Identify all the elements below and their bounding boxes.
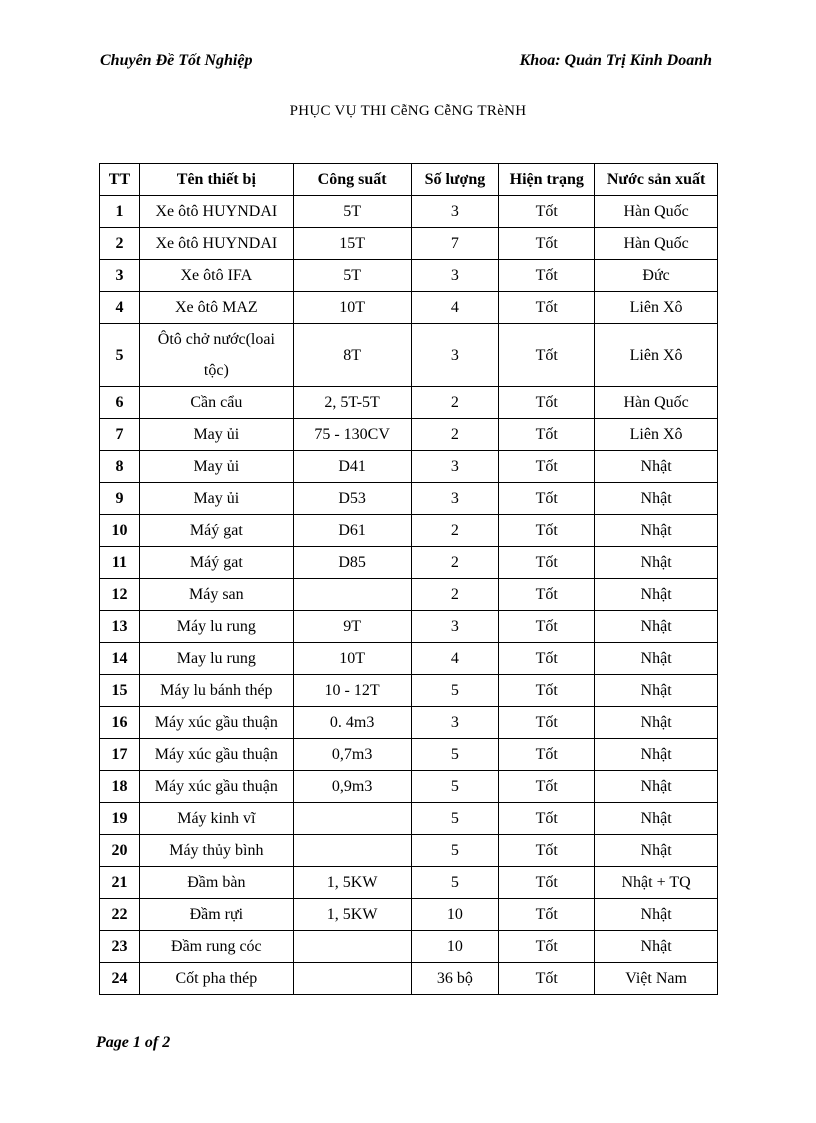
cell-quantity: 5	[411, 835, 499, 867]
cell-origin: Nhật	[595, 675, 718, 707]
cell-power	[293, 579, 411, 611]
cell-quantity: 3	[411, 451, 499, 483]
cell-origin: Liên Xô	[595, 419, 718, 451]
cell-quantity: 2	[411, 515, 499, 547]
cell-tt: 24	[100, 963, 140, 995]
table-row	[100, 228, 718, 260]
cell-status: Tốt	[499, 451, 595, 483]
column-header-tt: TT	[100, 164, 140, 196]
cell-quantity: 5	[411, 739, 499, 771]
table-row	[100, 739, 718, 771]
cell-name: Máy thủy bình	[139, 835, 293, 867]
cell-name: May ủi	[139, 419, 293, 451]
cell-quantity: 3	[411, 196, 499, 228]
cell-power: 0. 4m3	[293, 707, 411, 739]
table-row	[100, 324, 718, 387]
cell-quantity: 5	[411, 803, 499, 835]
cell-status: Tốt	[499, 643, 595, 675]
table-row	[100, 963, 718, 995]
cell-origin: Nhật	[595, 835, 718, 867]
document-title: PHỤC VỤ THI CễNG CễNG TRèNH	[289, 103, 527, 119]
table-row	[100, 387, 718, 419]
table-row	[100, 451, 718, 483]
cell-quantity: 3	[411, 483, 499, 515]
cell-name: Đầm bàn	[139, 867, 293, 899]
cell-status: Tốt	[499, 292, 595, 324]
cell-quantity: 3	[411, 260, 499, 292]
cell-status: Tốt	[499, 867, 595, 899]
cell-name: Máy xúc gầu thuận	[139, 771, 293, 803]
cell-status: Tốt	[499, 611, 595, 643]
table-row	[100, 803, 718, 835]
cell-origin: Nhật	[595, 579, 718, 611]
table-row	[100, 835, 718, 867]
cell-quantity: 3	[411, 324, 499, 387]
cell-quantity: 5	[411, 867, 499, 899]
equipment-table	[99, 163, 718, 995]
cell-name: Máy kinh vĩ	[139, 803, 293, 835]
cell-status: Tốt	[499, 196, 595, 228]
cell-name: Xe ôtô HUYNDAI	[139, 196, 293, 228]
cell-tt: 17	[100, 739, 140, 771]
cell-power: D53	[293, 483, 411, 515]
cell-name: Xe ôtô HUYNDAI	[139, 228, 293, 260]
cell-tt: 6	[100, 387, 140, 419]
cell-tt: 7	[100, 419, 140, 451]
cell-name: Máy lu rung	[139, 611, 293, 643]
cell-status: Tốt	[499, 579, 595, 611]
cell-power	[293, 931, 411, 963]
cell-quantity: 7	[411, 228, 499, 260]
cell-name: Máý gat	[139, 515, 293, 547]
cell-power	[293, 963, 411, 995]
cell-power: D85	[293, 547, 411, 579]
cell-tt: 20	[100, 835, 140, 867]
cell-power: 5T	[293, 196, 411, 228]
header-left-text: Chuyên Đề Tốt Nghiệp	[100, 52, 253, 69]
cell-tt: 19	[100, 803, 140, 835]
cell-quantity: 4	[411, 643, 499, 675]
cell-status: Tốt	[499, 707, 595, 739]
cell-tt: 2	[100, 228, 140, 260]
cell-status: Tốt	[499, 515, 595, 547]
cell-tt: 16	[100, 707, 140, 739]
cell-name: Đầm rựi	[139, 899, 293, 931]
cell-origin: Nhật	[595, 803, 718, 835]
cell-origin: Hàn Quốc	[595, 228, 718, 260]
cell-name: Xe ôtô MAZ	[139, 292, 293, 324]
cell-power: 15T	[293, 228, 411, 260]
cell-origin: Nhật	[595, 899, 718, 931]
cell-origin: Nhật	[595, 643, 718, 675]
cell-status: Tốt	[499, 835, 595, 867]
cell-power: 10T	[293, 643, 411, 675]
cell-name: Xe ôtô IFA	[139, 260, 293, 292]
cell-power: 75 - 130CV	[293, 419, 411, 451]
cell-power: 10 - 12T	[293, 675, 411, 707]
cell-tt: 1	[100, 196, 140, 228]
cell-tt: 21	[100, 867, 140, 899]
cell-power: 5T	[293, 260, 411, 292]
cell-name: Máy xúc gầu thuận	[139, 739, 293, 771]
cell-tt: 9	[100, 483, 140, 515]
cell-tt: 10	[100, 515, 140, 547]
cell-power: 2, 5T-5T	[293, 387, 411, 419]
cell-tt: 14	[100, 643, 140, 675]
cell-quantity: 3	[411, 707, 499, 739]
table-row	[100, 643, 718, 675]
cell-power: 9T	[293, 611, 411, 643]
cell-origin: Nhật	[595, 611, 718, 643]
cell-status: Tốt	[499, 739, 595, 771]
cell-origin: Nhật	[595, 707, 718, 739]
cell-power: D41	[293, 451, 411, 483]
cell-tt: 4	[100, 292, 140, 324]
table-row	[100, 931, 718, 963]
cell-name: May lu rung	[139, 643, 293, 675]
cell-status: Tốt	[499, 931, 595, 963]
column-header-power: Công suất	[293, 164, 411, 196]
cell-origin: Liên Xô	[595, 324, 718, 387]
cell-tt: 13	[100, 611, 140, 643]
cell-origin: Liên Xô	[595, 292, 718, 324]
table-header-row	[100, 164, 718, 196]
cell-origin: Hàn Quốc	[595, 196, 718, 228]
cell-status: Tốt	[499, 260, 595, 292]
header-right-text: Khoa: Quản Trị Kinh Doanh	[519, 52, 712, 69]
table-row	[100, 611, 718, 643]
cell-status: Tốt	[499, 899, 595, 931]
cell-origin: Nhật	[595, 931, 718, 963]
table-row	[100, 292, 718, 324]
table-row	[100, 771, 718, 803]
cell-quantity: 5	[411, 675, 499, 707]
cell-tt: 22	[100, 899, 140, 931]
cell-origin: Nhật	[595, 483, 718, 515]
table-row	[100, 867, 718, 899]
cell-power	[293, 803, 411, 835]
cell-quantity: 3	[411, 611, 499, 643]
cell-quantity: 2	[411, 387, 499, 419]
cell-power: 1, 5KW	[293, 899, 411, 931]
cell-origin: Nhật	[595, 547, 718, 579]
cell-status: Tốt	[499, 675, 595, 707]
cell-origin: Nhật	[595, 515, 718, 547]
cell-name: Máý gat	[139, 547, 293, 579]
cell-tt: 3	[100, 260, 140, 292]
table-row	[100, 196, 718, 228]
cell-origin: Nhật	[595, 739, 718, 771]
table-row	[100, 515, 718, 547]
cell-quantity: 5	[411, 771, 499, 803]
cell-power: 8T	[293, 324, 411, 387]
cell-name: Cần cẩu	[139, 387, 293, 419]
cell-name: May ủi	[139, 451, 293, 483]
table-row	[100, 675, 718, 707]
cell-power: D61	[293, 515, 411, 547]
cell-origin: Hàn Quốc	[595, 387, 718, 419]
cell-status: Tốt	[499, 771, 595, 803]
cell-name: Ôtô chở nước(loai tộc)	[139, 324, 293, 387]
column-header-quantity: Số lượng	[411, 164, 499, 196]
cell-origin: Nhật + TQ	[595, 867, 718, 899]
cell-name: Máy xúc gầu thuận	[139, 707, 293, 739]
cell-status: Tốt	[499, 324, 595, 387]
cell-power: 1, 5KW	[293, 867, 411, 899]
cell-tt: 15	[100, 675, 140, 707]
cell-tt: 12	[100, 579, 140, 611]
cell-name: May ủi	[139, 483, 293, 515]
cell-power: 0,7m3	[293, 739, 411, 771]
table-row	[100, 707, 718, 739]
table-row	[100, 419, 718, 451]
cell-power: 10T	[293, 292, 411, 324]
cell-status: Tốt	[499, 419, 595, 451]
table-row	[100, 579, 718, 611]
cell-tt: 5	[100, 324, 140, 387]
table-row	[100, 899, 718, 931]
cell-name: Đầm rung cóc	[139, 931, 293, 963]
cell-name: Cốt pha thép	[139, 963, 293, 995]
cell-name: Máy san	[139, 579, 293, 611]
cell-tt: 18	[100, 771, 140, 803]
cell-origin: Nhật	[595, 451, 718, 483]
cell-status: Tốt	[499, 387, 595, 419]
cell-status: Tốt	[499, 228, 595, 260]
table-row	[100, 483, 718, 515]
cell-quantity: 2	[411, 579, 499, 611]
cell-quantity: 4	[411, 292, 499, 324]
cell-quantity: 2	[411, 419, 499, 451]
cell-status: Tốt	[499, 803, 595, 835]
column-header-status: Hiện trạng	[499, 164, 595, 196]
column-header-name: Tên thiết bị	[139, 164, 293, 196]
cell-status: Tốt	[499, 963, 595, 995]
cell-tt: 23	[100, 931, 140, 963]
cell-status: Tốt	[499, 547, 595, 579]
cell-origin: Việt Nam	[595, 963, 718, 995]
column-header-origin: Nước sản xuất	[595, 164, 718, 196]
cell-power	[293, 835, 411, 867]
cell-quantity: 10	[411, 899, 499, 931]
cell-power: 0,9m3	[293, 771, 411, 803]
page-footer: Page 1 of 2	[96, 1034, 171, 1051]
cell-name: Máy lu bánh thép	[139, 675, 293, 707]
cell-quantity: 2	[411, 547, 499, 579]
cell-tt: 11	[100, 547, 140, 579]
cell-status: Tốt	[499, 483, 595, 515]
table-row	[100, 547, 718, 579]
cell-quantity: 36 bộ	[411, 963, 499, 995]
cell-quantity: 10	[411, 931, 499, 963]
page-header	[100, 52, 712, 76]
table-row	[100, 260, 718, 292]
cell-tt: 8	[100, 451, 140, 483]
cell-origin: Nhật	[595, 771, 718, 803]
cell-origin: Đức	[595, 260, 718, 292]
